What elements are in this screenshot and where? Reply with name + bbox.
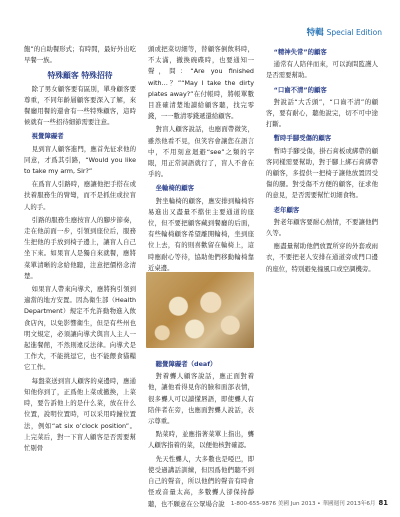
column-1-paragraph: 每盤菜送到盲人顧客的桌邊時，應通知他你到了，正爲他上菜或撤換，上菜時，要告訴他上的是什么菜，放在什么位置，說明位置時，可以采用時鐘位置法，例如“at six o’clock position”。上完菜后，對一下盲人顧客是否需要幫忙剔骨	[24, 376, 136, 452]
section-title: 特殊顧客 特殊招待	[47, 71, 113, 81]
page-number: 81	[378, 499, 388, 507]
column-1-paragraph: 如果盲人帶來向導犬，應將狗引領到適當的地方安置。因為衛生部（Health Department）規定不允許動物進入飲食店內，以免影響衛生，但是有些州也明文規定，必須讓向導犬與盲人主人一起進餐館，不然則違反法律。向導犬是工作犬，不能挑逗它，也不能餵食貓糧它工作。	[24, 285, 136, 372]
column-3-paragraph: 應盡量幫助他們放置所穿的外套或雨衣，不要把老人安排在通道旁或門口邊的座位，特別避免撞風口或空調機旁。	[266, 242, 378, 273]
column-2-paragraph: 對盲人顧客說話，也應面帶微笑，雖然他看不見，但笑容會讓您在語言中，不用刻意迴避“see”之類的字眼，用正常詞語就行了，盲人不會在乎的。	[148, 125, 254, 179]
subheading-deaf: 聽覺障礙者（deaf）	[155, 360, 217, 369]
subheading-elderly: 老年顧客	[273, 205, 300, 214]
section-header	[307, 26, 382, 38]
subheading-injured: 暫時手腳受傷的顧客	[273, 134, 332, 143]
column-1-paragraph: 引路的服務生應按盲人的腳步節奏，走在他前面一步，引領到座位后，服務生把他的手放到椅子邊上，讓盲人自己坐下來。如果盲人是獨自來就餐，應將菜單清晰的念給他聽，注意把價格念清楚。	[24, 215, 136, 280]
section-header-en: Special Edition	[326, 28, 382, 37]
column-3-paragraph: 對老年顧客要耐心熱情，不要讓他們久等。	[266, 217, 378, 238]
column-1	[24, 44, 136, 456]
column-3	[266, 44, 378, 277]
column-1-paragraph: 除了男女顧客要有區別，單身顧客要尊重，不同年齡層顧客要深入了解，來餐廳用餐的還會有一些特殊顧客，這時候就有一些招待細節需要注意。	[24, 84, 136, 127]
column-2-paragraph: 頭或把菜切細等，替顧客倒飲料時，不太滿，撤換碗碟時，也要通知一聲，問：“Are you finished with…？”“May I take the dirty plates away?”在付帳時，將帳單數目准確清楚地讀給顧客聽，找完零錢，一一數清零錢遞還給顧客。	[148, 45, 254, 121]
column-3-paragraph: 暫時手腳受傷，掛石膏板或綁帶的顧客同樣需要幫助，對于腳上綁石膏綁帶的顧客，多提供一把椅子讓他放置因受傷的腿。對受傷不方便的顧客，征求他的意見，是否需要幫忙切細食物。	[266, 146, 378, 200]
section-header-zh: 特輯	[306, 28, 324, 38]
subheading-speech: “口齒不清”的顧客	[273, 85, 327, 94]
subheading-visually-impaired: 視覺障礙者	[31, 132, 64, 141]
column-1-paragraph: 飽”的自助餐形式；有時間，最好外出吃早餐一族。	[24, 45, 136, 65]
page-footer	[180, 499, 388, 507]
column-1-paragraph: 在爲盲人引路時，應讓他把手搭在或扶着服務生的臂彎，而不是抓住或拉盲人的手。	[24, 180, 136, 211]
column-1-paragraph: 見到盲人顧客進門，應首先征求他的同意，才爲其引路，“Would you like to take my arm, Sir?”	[24, 144, 136, 176]
subheading-mental: “精神失常”的顧客	[273, 48, 327, 56]
column-2-paragraph: 先天性聾人，大多數也是啞巴，即使受過講話訓練，但因爲他們聽不到自己的聲音，所以他們的聲音有時會怪或音量太高，多數聾人卻保持靜聽，也不願意在公眾場合說	[148, 454, 254, 508]
column-3-paragraph: 通常有人陪伴而來，可以詢問監護人是否需要幫助。	[266, 60, 378, 80]
footer-text: 1-800-655-9876 美國 Jun 2013 • 華國週刊 2013年6月	[230, 501, 376, 507]
food-photo	[146, 272, 254, 348]
column-2-paragraph: 對坐輪椅的顧客，應安排到輪椅容易進出又盡量不擋住主要通道的座位，但不要把顧客藏到餐廳的后面，有些輪椅顧客希望離開輪椅，坐到座位上去，有的則喜歡留在輪椅上，這時應耐心等待，協助他們移動輪椅靠近桌邊。	[148, 196, 254, 272]
column-3-paragraph: 對說話“大舌頭”，“口齒不清”的顧客，要有耐心，聽他說完，切不可中途打斷。	[266, 97, 378, 129]
column-2-paragraph: 點菜時，並應指著菜單上指出，聾人顧客指着的菜，以便他核對確認。	[148, 430, 254, 450]
column-2-paragraph: 對着聾人顧客說話，應正面對着他，讓他看得見你的臉和面部表情，很多聾人可以讀懂唇語，即使聾人有陪伴者在旁，也應面對聾人說話，表示尊重。	[148, 372, 254, 426]
subheading-wheelchair: 坐輪椅的顧客	[155, 184, 195, 193]
